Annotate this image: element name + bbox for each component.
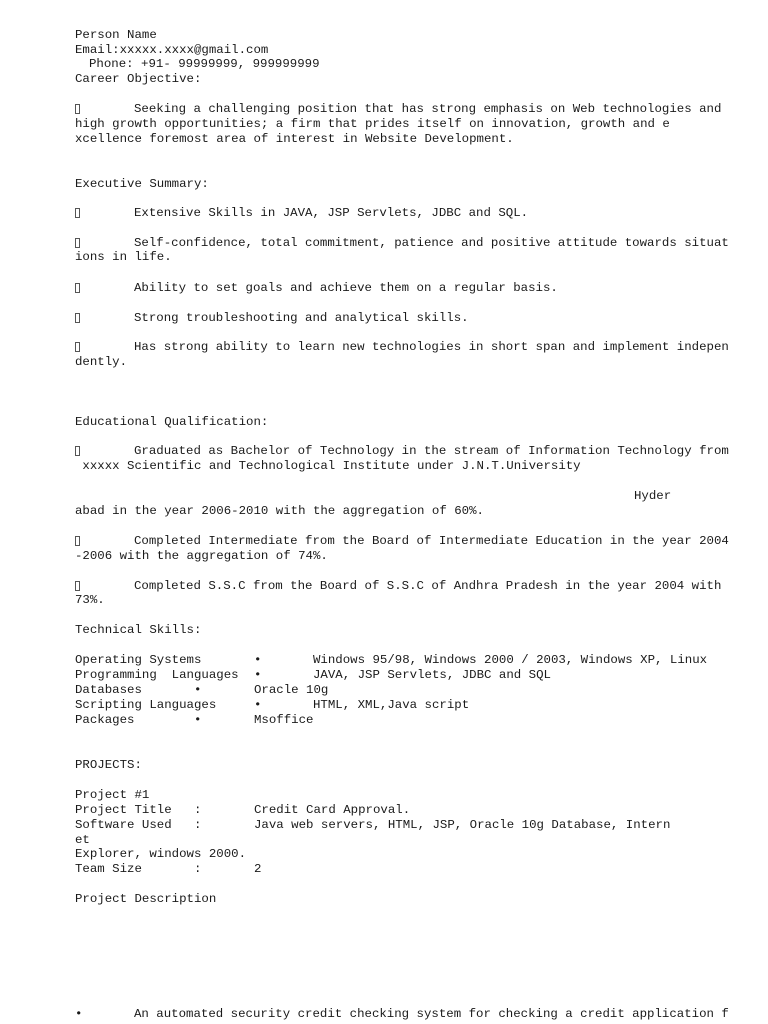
summary-item-2-cont: ions in life. — [75, 250, 172, 264]
education-heading: Educational Qualification: — [75, 415, 269, 429]
career-line-1: Seeking a challenging position that has strong emphasis on Web technologies and — [134, 102, 722, 116]
bullet-box-icon — [75, 536, 80, 546]
education-item-2-cont: -2006 with the aggregation of 74%. — [75, 549, 328, 563]
skill-value-programming: JAVA, JSP Servlets, JDBC and SQL — [313, 668, 551, 682]
summary-item-2: Self-confidence, total commitment, patience and positive attitude towards situat — [134, 236, 729, 250]
project-title-value: Credit Card Approval. — [254, 803, 411, 817]
executive-summary-heading: Executive Summary: — [75, 177, 209, 191]
education-item-1: Graduated as Bachelor of Technology in the stream of Information Technology from — [134, 444, 729, 458]
skill-label-scripting: Scripting Languages — [75, 698, 217, 712]
skill-label-packages: Packages — [75, 713, 135, 727]
project-number: Project #1 — [75, 788, 150, 802]
education-item-3: Completed S.S.C from the Board of S.S.C of Andhra Pradesh in the year 2004 with — [134, 579, 722, 593]
bullet-box-icon — [75, 313, 80, 323]
skill-label-databases: Databases — [75, 683, 142, 697]
skill-bullet: • — [194, 683, 202, 697]
bullet-box-icon — [75, 342, 80, 352]
education-item-1-cont3: abad in the year 2006-2010 with the aggregation of 60%. — [75, 504, 484, 518]
skill-bullet: • — [254, 668, 262, 682]
email-line: Email:xxxxx.xxxx@gmail.com — [75, 43, 269, 57]
bullet-box-icon — [75, 238, 80, 248]
skill-value-os: Windows 95/98, Windows 2000 / 2003, Windows XP, Linux — [313, 653, 708, 667]
description-bullet: • — [75, 1007, 83, 1021]
career-line-3: xcellence foremost area of interest in Website Development. — [75, 132, 514, 146]
software-used-label: Software Used : — [75, 818, 202, 832]
project-description-line: An automated security credit checking system for checking a credit application f — [134, 1007, 729, 1021]
phone-line: Phone: +91- 99999999, 999999999 — [89, 57, 320, 71]
summary-item-5-cont: dently. — [75, 355, 128, 369]
career-line-2: high growth opportunities; a firm that prides itself on innovation, growth and e — [75, 117, 670, 131]
bullet-box-icon — [75, 208, 80, 218]
skill-value-databases: Oracle 10g — [254, 683, 329, 697]
software-used-cont-1: et — [75, 833, 90, 847]
software-used-cont-2: Explorer, windows 2000. — [75, 847, 247, 861]
education-item-1-cont: xxxxx Scientific and Technological Institute under J.N.T.University — [75, 459, 581, 473]
project-title-label: Project Title : — [75, 803, 202, 817]
person-name: Person Name — [75, 28, 157, 42]
bullet-box-icon — [75, 581, 80, 591]
technical-skills-heading: Technical Skills: — [75, 623, 202, 637]
bullet-box-icon — [75, 104, 80, 114]
skill-label-programming: Programming Languages — [75, 668, 239, 682]
skill-value-packages: Msoffice — [254, 713, 314, 727]
team-size-value: 2 — [254, 862, 262, 876]
career-objective-heading: Career Objective: — [75, 72, 202, 86]
skill-bullet: • — [194, 713, 202, 727]
bullet-box-icon — [75, 446, 80, 456]
skill-bullet: • — [254, 698, 262, 712]
education-item-2: Completed Intermediate from the Board of Intermediate Education in the year 2004 — [134, 534, 729, 548]
summary-item-1: Extensive Skills in JAVA, JSP Servlets, JDBC and SQL. — [134, 206, 529, 220]
team-size-label: Team Size : — [75, 862, 202, 876]
bullet-box-icon — [75, 283, 80, 293]
skill-value-scripting: HTML, XML,Java script — [313, 698, 470, 712]
projects-heading: PROJECTS: — [75, 758, 142, 772]
summary-item-4: Strong troubleshooting and analytical skills. — [134, 311, 469, 325]
education-item-1-cont2: Hyder — [634, 489, 672, 503]
software-used-value: Java web servers, HTML, JSP, Oracle 10g Database, Intern — [254, 818, 671, 832]
education-item-3-cont: 73%. — [75, 593, 105, 607]
summary-item-5: Has strong ability to learn new technologies in short span and implement indepen — [134, 340, 729, 354]
summary-item-3: Ability to set goals and achieve them on a regular basis. — [134, 281, 558, 295]
project-description-heading: Project Description — [75, 892, 217, 906]
skill-label-os: Operating Systems — [75, 653, 202, 667]
skill-bullet: • — [254, 653, 262, 667]
